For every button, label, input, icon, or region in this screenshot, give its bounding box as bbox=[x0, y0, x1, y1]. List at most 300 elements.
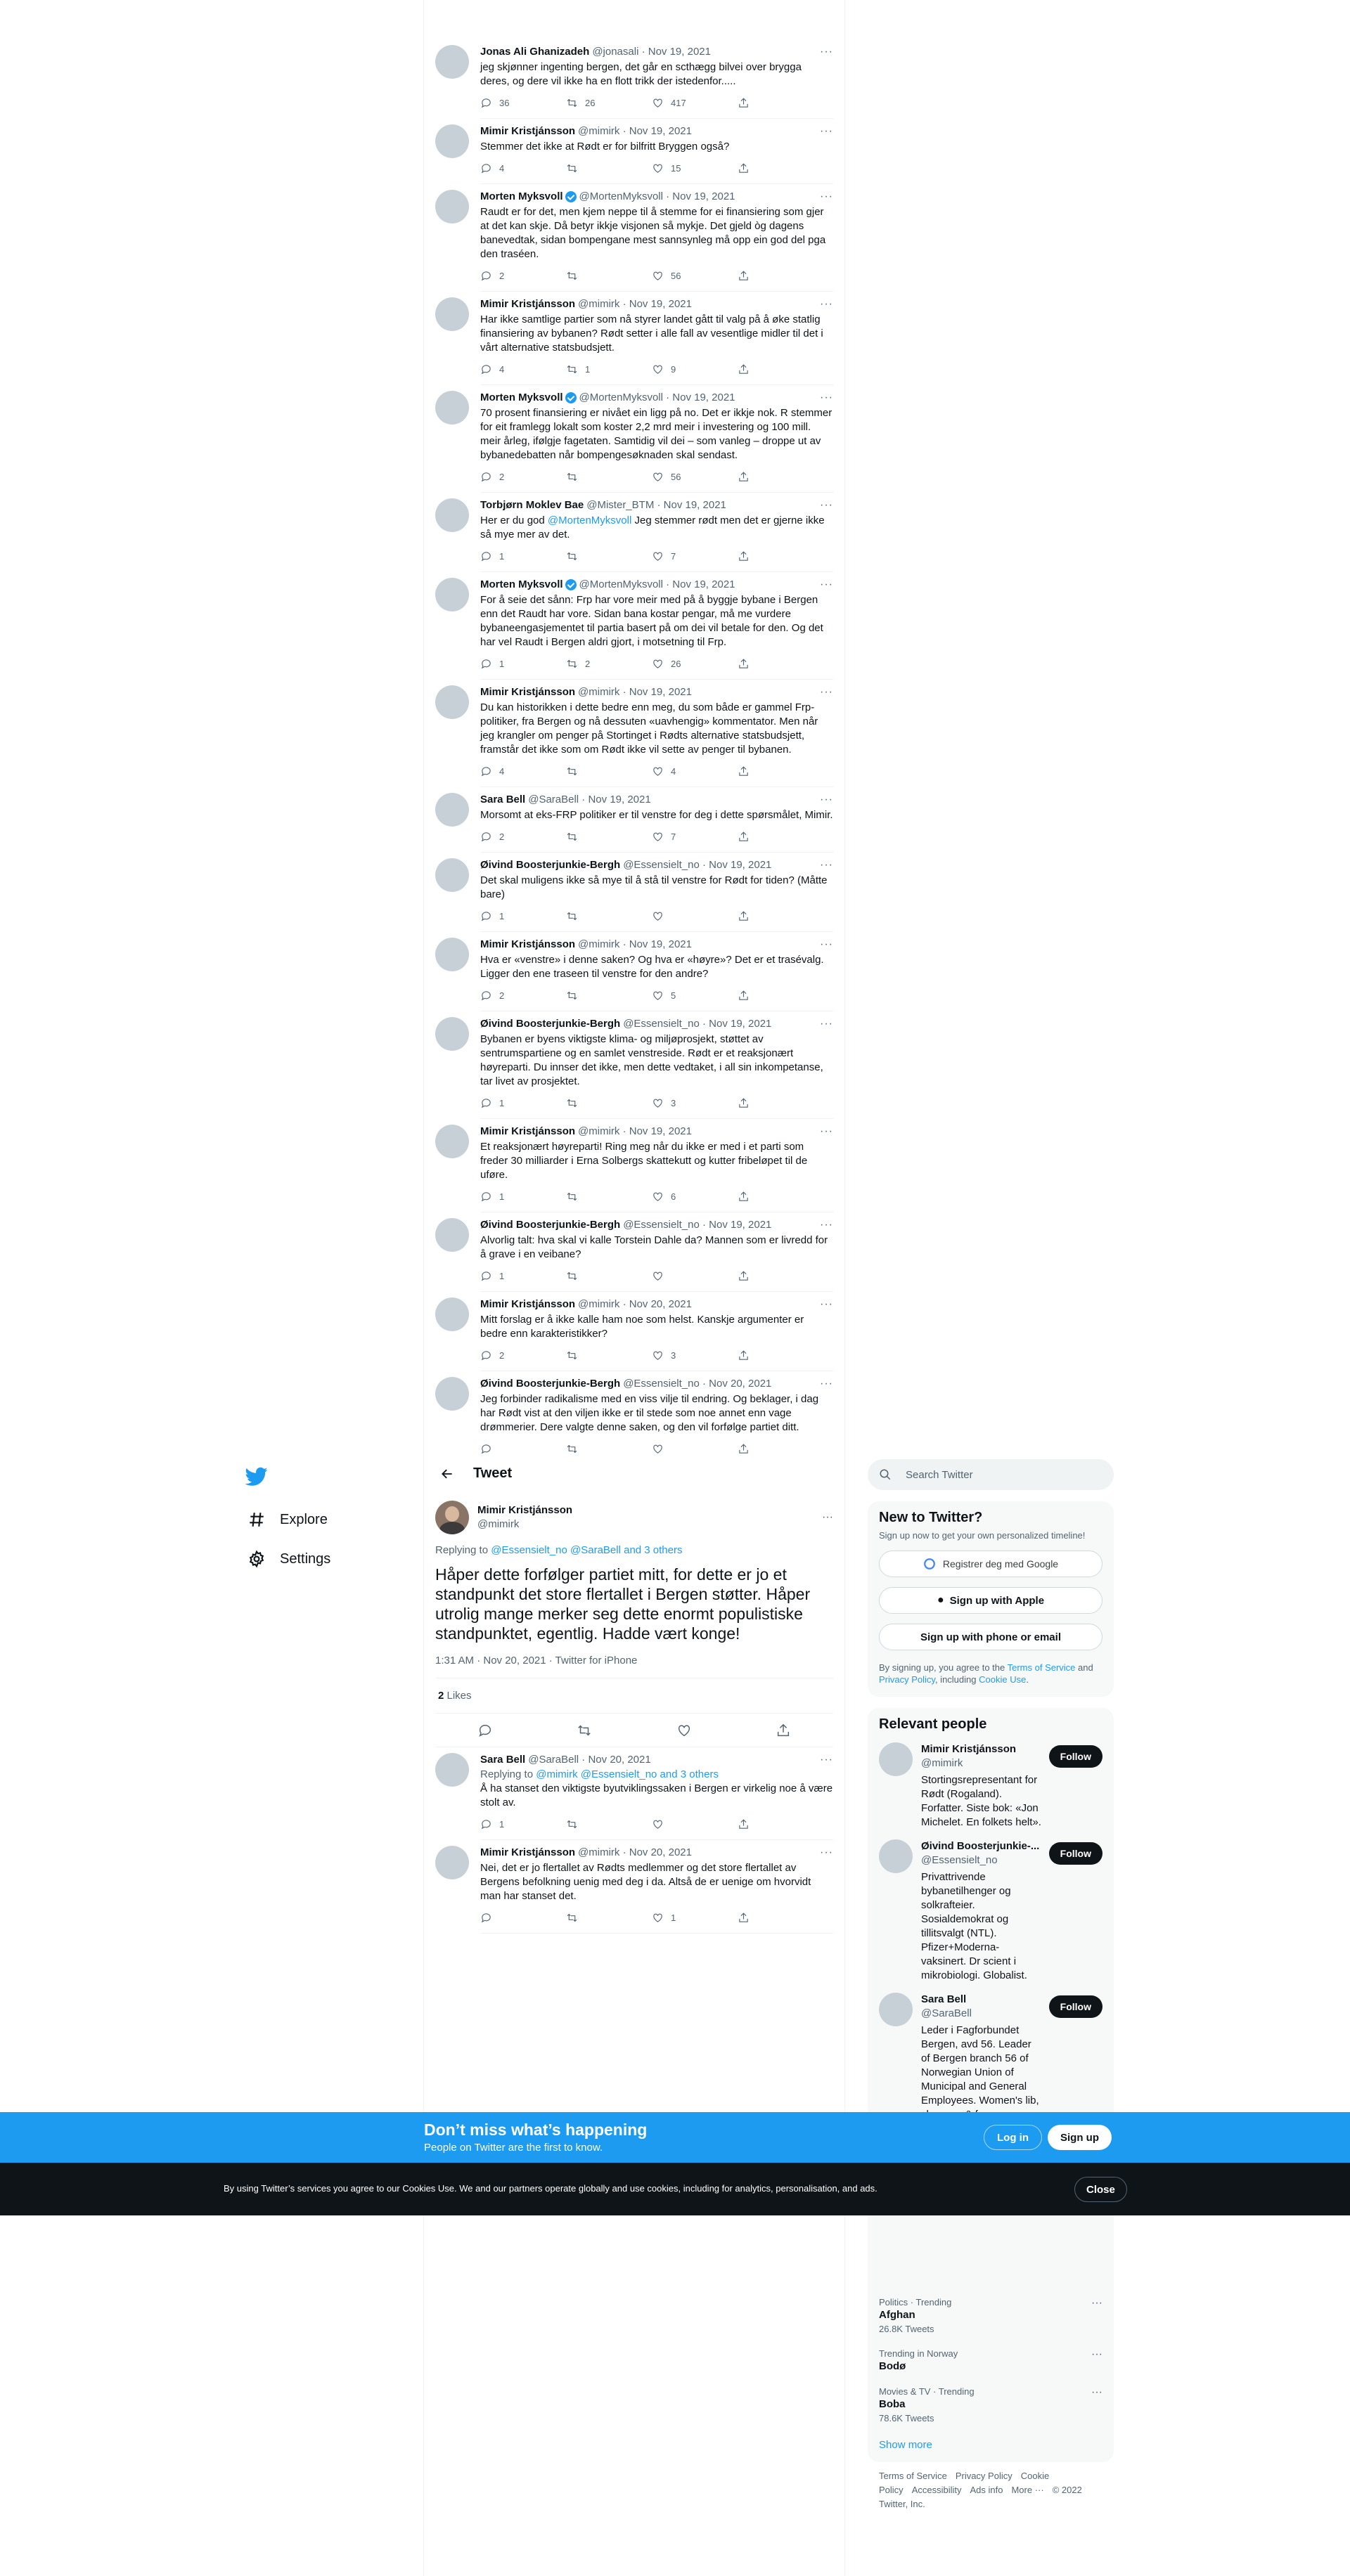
like-icon bbox=[652, 658, 664, 670]
footer-link[interactable]: Privacy Policy bbox=[955, 2471, 1012, 2481]
like-count: 15 bbox=[671, 162, 681, 174]
focused-tweet bbox=[424, 1492, 844, 1747]
like-button[interactable] bbox=[652, 990, 738, 1002]
author-meta: @mimirk · Nov 20, 2021 bbox=[578, 1298, 692, 1310]
retweet-icon bbox=[566, 1350, 578, 1361]
reply-button[interactable] bbox=[480, 658, 566, 670]
signup-title: New to Twitter? bbox=[879, 1510, 983, 1525]
reply-icon bbox=[480, 1097, 492, 1109]
author-name[interactable]: Morten Myksvoll bbox=[480, 190, 563, 202]
like-button[interactable] bbox=[652, 910, 738, 922]
share-icon bbox=[738, 1912, 750, 1924]
avatar[interactable] bbox=[435, 938, 469, 971]
cookie-close-button[interactable]: Close bbox=[1074, 2177, 1127, 2202]
avatar[interactable] bbox=[435, 1753, 469, 1787]
show-more-link[interactable]: Show more bbox=[879, 2439, 932, 2451]
relevant-title: Relevant people bbox=[879, 1716, 987, 1732]
author-meta: @MortenMyksvoll · Nov 19, 2021 bbox=[579, 578, 735, 590]
like-button[interactable] bbox=[652, 270, 738, 282]
reply-button[interactable] bbox=[480, 270, 566, 282]
footer-link[interactable]: Cookie Policy bbox=[879, 2471, 1050, 2495]
cookie-bar bbox=[0, 2163, 1350, 2215]
share-icon bbox=[738, 550, 750, 562]
share-icon bbox=[738, 1097, 750, 1109]
reply-count: 1 bbox=[499, 1270, 505, 1281]
share-button[interactable] bbox=[738, 658, 757, 670]
author-name[interactable]: Øivind Boosterjunkie-Bergh bbox=[480, 1378, 621, 1390]
retweet-button[interactable] bbox=[566, 363, 652, 375]
author-name[interactable]: Mimir Kristjánsson bbox=[480, 1846, 576, 1858]
retweet-button[interactable] bbox=[566, 765, 652, 777]
more-options-icon[interactable]: ··· bbox=[820, 391, 833, 403]
more-options-icon[interactable]: ··· bbox=[820, 190, 833, 202]
phone-signup-button[interactable] bbox=[879, 1624, 1102, 1650]
avatar[interactable] bbox=[435, 1017, 469, 1051]
list-item[interactable] bbox=[424, 1119, 844, 1212]
likes-label: Likes bbox=[444, 1690, 472, 1702]
share-icon bbox=[738, 1818, 750, 1830]
list-item[interactable] bbox=[424, 1011, 844, 1119]
share-button[interactable] bbox=[738, 97, 757, 109]
retweet-button[interactable] bbox=[566, 1191, 652, 1203]
tweet-text: Hva er «venstre» i denne saken? Og hva er «høyre»? Det er et trasévalg. Ligger den ene traseen til venstre for den andre? bbox=[480, 954, 824, 980]
author-meta: @mimirk · Nov 19, 2021 bbox=[578, 686, 692, 698]
trend-item[interactable] bbox=[879, 2341, 1102, 2379]
avatar[interactable] bbox=[879, 1839, 913, 1873]
share-button[interactable] bbox=[738, 1191, 757, 1203]
relevant-person[interactable] bbox=[879, 1742, 1102, 1830]
list-item[interactable] bbox=[424, 184, 844, 292]
share-button[interactable] bbox=[738, 1097, 757, 1109]
retweet-button[interactable] bbox=[566, 831, 652, 843]
reply-button[interactable] bbox=[480, 1350, 566, 1361]
author-name[interactable]: Mimir Kristjánsson bbox=[480, 298, 576, 310]
retweet-button[interactable] bbox=[566, 1818, 652, 1830]
more-options-icon[interactable]: ··· bbox=[1091, 2297, 1102, 2309]
avatar[interactable] bbox=[435, 1125, 469, 1158]
retweet-icon bbox=[566, 1912, 578, 1924]
retweet-icon bbox=[566, 658, 578, 670]
signup-button[interactable]: Sign up bbox=[1048, 2125, 1112, 2150]
share-button[interactable] bbox=[738, 1818, 757, 1830]
share-button[interactable] bbox=[738, 471, 757, 483]
reply-icon bbox=[480, 162, 492, 174]
more-options-icon[interactable]: ··· bbox=[820, 794, 833, 805]
retweet-button[interactable] bbox=[566, 658, 652, 670]
author-name[interactable]: Morten Myksvoll bbox=[480, 391, 563, 403]
share-icon bbox=[738, 1350, 750, 1361]
avatar[interactable] bbox=[435, 124, 469, 158]
person-bio: Leder i Fagforbundet Bergen, avd 56. Leader of Bergen branch 56 of Norwegian Union of Municipal and General Employees. Women's lib, bbox=[921, 2024, 1039, 2106]
like-button[interactable] bbox=[652, 1443, 738, 1455]
share-icon[interactable] bbox=[776, 1723, 791, 1738]
author-meta: @mimirk · Nov 19, 2021 bbox=[578, 298, 692, 310]
like-icon bbox=[652, 1191, 664, 1203]
author-name[interactable]: Mimir Kristjánsson bbox=[477, 1504, 573, 1516]
twitter-logo-icon[interactable] bbox=[239, 1459, 274, 1494]
avatar[interactable] bbox=[435, 1846, 469, 1879]
reply-count: 2 bbox=[499, 1350, 505, 1361]
list-item[interactable] bbox=[424, 932, 844, 1011]
reply-count: 1 bbox=[499, 1097, 505, 1108]
retweet-icon bbox=[566, 910, 578, 922]
more-options-icon[interactable]: ··· bbox=[820, 46, 833, 58]
reply-count: 1 bbox=[499, 658, 505, 669]
banner-title: Don’t miss what’s happening bbox=[424, 2121, 648, 2139]
trend-item[interactable] bbox=[879, 2290, 1102, 2341]
search-input[interactable] bbox=[868, 1459, 1114, 1490]
person-name[interactable]: Øivind Boosterjunkie-... bbox=[921, 1840, 1040, 1852]
like-button[interactable] bbox=[652, 550, 738, 562]
like-icon bbox=[652, 270, 664, 282]
tweet-text: Jeg forbinder radikalisme med en viss vilje til endring. Og beklager, i dag har Rødt vist at den viljen ikke er til stede som noe annet enn vage drømmerier. Dere valgte denne saken, og den vil forfølge partiet ditt. bbox=[480, 1393, 819, 1433]
reply-button[interactable] bbox=[480, 765, 566, 777]
author-meta: @mimirk · Nov 19, 2021 bbox=[578, 1125, 692, 1137]
nav-settings[interactable] bbox=[239, 1539, 415, 1579]
trend-meta: Movies & TV · Trending bbox=[879, 2386, 975, 2397]
like-button[interactable] bbox=[652, 765, 738, 777]
reply-button[interactable] bbox=[480, 1097, 566, 1109]
avatar[interactable] bbox=[435, 45, 469, 79]
retweet-icon bbox=[566, 97, 578, 109]
follow-button[interactable]: Follow bbox=[1049, 1745, 1102, 1768]
more-options-icon[interactable]: ··· bbox=[1091, 2386, 1102, 2398]
reply-button[interactable] bbox=[480, 363, 566, 375]
like-button[interactable] bbox=[652, 1097, 738, 1109]
share-button[interactable] bbox=[738, 910, 757, 922]
tweet-actions bbox=[435, 1714, 833, 1747]
tweet-text: For å seie det sånn: Frp har vore meir med på å byggje bybane i Bergen enn det Raudt har vore. Sidan bana kostar pengar, må me vurdere bybaneengasjementet til partia basert på om dei vil betale for den. Og det har vel Raudt i Bergen aldri gjort, i motsetning til Frp. bbox=[480, 594, 823, 648]
author-meta: @Mister_BTM · Nov 19, 2021 bbox=[586, 499, 726, 511]
list-item[interactable] bbox=[424, 572, 844, 680]
author-meta: @jonasali · Nov 19, 2021 bbox=[592, 46, 711, 58]
share-button[interactable] bbox=[738, 765, 757, 777]
reply-icon bbox=[480, 831, 492, 843]
avatar[interactable] bbox=[435, 685, 469, 719]
author-name[interactable]: Sara Bell bbox=[480, 794, 526, 805]
retweet-button[interactable] bbox=[566, 1097, 652, 1109]
more-options-icon[interactable]: ··· bbox=[820, 859, 833, 871]
more-options-icon[interactable]: ··· bbox=[820, 1298, 833, 1310]
trend-meta: Trending in Norway bbox=[879, 2348, 958, 2359]
person-name[interactable]: Sara Bell bbox=[921, 1993, 967, 2005]
reply-button[interactable] bbox=[480, 1191, 566, 1203]
avatar[interactable] bbox=[435, 297, 469, 331]
author-handle[interactable]: @mimirk bbox=[477, 1518, 520, 1530]
footer-link[interactable]: Terms of Service bbox=[879, 2471, 947, 2481]
avatar[interactable] bbox=[435, 190, 469, 224]
like-button[interactable] bbox=[652, 363, 738, 375]
retweet-button[interactable] bbox=[566, 1912, 652, 1924]
like-button[interactable] bbox=[652, 658, 738, 670]
share-button[interactable] bbox=[738, 162, 757, 174]
replying-to-link[interactable]: @Essensielt_no @SaraBell and 3 others bbox=[491, 1544, 683, 1556]
reply-button[interactable] bbox=[480, 1818, 566, 1830]
share-button[interactable] bbox=[738, 363, 757, 375]
like-count: 417 bbox=[671, 97, 686, 108]
like-button[interactable] bbox=[652, 97, 738, 109]
retweet-count: 26 bbox=[585, 97, 596, 108]
author-name[interactable]: Øivind Boosterjunkie-Bergh bbox=[480, 1018, 621, 1030]
avatar[interactable] bbox=[435, 498, 469, 532]
list-item[interactable] bbox=[424, 1292, 844, 1371]
reply-icon bbox=[480, 363, 492, 375]
avatar[interactable] bbox=[435, 391, 469, 425]
reply-icon[interactable] bbox=[477, 1723, 493, 1738]
like-icon bbox=[652, 910, 664, 922]
avatar[interactable] bbox=[435, 1377, 469, 1411]
reply-count: 36 bbox=[499, 97, 510, 108]
more-options-icon[interactable]: ··· bbox=[820, 298, 833, 310]
share-button[interactable] bbox=[738, 550, 757, 562]
reply-icon bbox=[480, 910, 492, 922]
trend-name: Boba bbox=[879, 2398, 906, 2410]
share-icon bbox=[738, 270, 750, 282]
share-icon bbox=[738, 658, 750, 670]
list-item[interactable] bbox=[424, 1840, 844, 1934]
gear-icon bbox=[248, 1550, 266, 1568]
avatar[interactable] bbox=[435, 1501, 469, 1534]
reply-count: 2 bbox=[499, 990, 505, 1001]
more-options-icon[interactable]: ··· bbox=[820, 578, 833, 590]
like-icon bbox=[652, 1912, 664, 1924]
more-options-icon[interactable]: ··· bbox=[820, 1219, 833, 1231]
more-options-icon[interactable]: ··· bbox=[820, 1125, 833, 1137]
more-options-icon[interactable]: ··· bbox=[820, 1846, 833, 1858]
list-item[interactable] bbox=[424, 119, 844, 184]
reply-count: 2 bbox=[499, 471, 505, 482]
login-button[interactable]: Log in bbox=[984, 2125, 1042, 2150]
share-button[interactable] bbox=[738, 990, 757, 1002]
reply-icon bbox=[480, 658, 492, 670]
like-button[interactable] bbox=[652, 1270, 738, 1282]
list-item[interactable] bbox=[424, 787, 844, 853]
avatar[interactable] bbox=[435, 1297, 469, 1331]
tweet-text: Morsomt at eks-FRP politiker er til venstre for deg i dette spørsmålet, Mimir. bbox=[480, 809, 833, 821]
share-button[interactable] bbox=[738, 1350, 757, 1361]
google-signup-button[interactable] bbox=[879, 1551, 1102, 1577]
author-name[interactable]: Torbjørn Moklev Bae bbox=[480, 499, 584, 511]
author-name[interactable]: Mimir Kristjánsson bbox=[480, 1298, 576, 1310]
author-name[interactable]: Mimir Kristjánsson bbox=[480, 686, 576, 698]
retweet-button[interactable] bbox=[566, 1350, 652, 1361]
reply-button[interactable] bbox=[480, 990, 566, 1002]
reply-button[interactable] bbox=[480, 1270, 566, 1282]
author-meta: @MortenMyksvoll · Nov 19, 2021 bbox=[579, 190, 735, 202]
like-count: 3 bbox=[671, 1097, 676, 1108]
retweet-icon bbox=[566, 1443, 578, 1455]
like-count: 56 bbox=[671, 471, 681, 482]
reply-button[interactable] bbox=[480, 471, 566, 483]
retweet-icon bbox=[566, 990, 578, 1002]
reply-button[interactable] bbox=[480, 1443, 566, 1455]
share-icon bbox=[738, 990, 750, 1002]
avatar[interactable] bbox=[435, 793, 469, 827]
avatar[interactable] bbox=[435, 578, 469, 611]
like-icon[interactable] bbox=[676, 1723, 692, 1738]
share-button[interactable] bbox=[738, 831, 757, 843]
google-icon bbox=[923, 1558, 936, 1570]
retweet-icon[interactable] bbox=[577, 1723, 592, 1738]
author-meta: @Essensielt_no · Nov 19, 2021 bbox=[623, 1018, 772, 1030]
reply-button[interactable] bbox=[480, 1912, 566, 1924]
footer-link[interactable]: Accessibility bbox=[911, 2485, 962, 2495]
more-options-icon[interactable]: ··· bbox=[820, 938, 833, 950]
retweet-icon bbox=[566, 1818, 578, 1830]
author-meta: @mimirk · Nov 19, 2021 bbox=[578, 938, 692, 950]
relevant-person[interactable] bbox=[879, 1839, 1102, 1983]
list-item[interactable] bbox=[424, 1212, 844, 1292]
reply-icon bbox=[480, 270, 492, 282]
reply-button[interactable] bbox=[480, 550, 566, 562]
apple-icon: ● bbox=[937, 1594, 944, 1606]
trend-item[interactable] bbox=[879, 2379, 1102, 2431]
like-icon bbox=[652, 1270, 664, 1282]
retweet-icon bbox=[566, 363, 578, 375]
tweet-text: Mitt forslag er å ikke kalle ham noe som helst. Kanskje argumenter er bedre enn karakteristikker? bbox=[480, 1314, 804, 1340]
hashtag-icon bbox=[248, 1510, 266, 1529]
author-name[interactable]: Morten Myksvoll bbox=[480, 578, 563, 590]
retweet-button[interactable] bbox=[566, 97, 652, 109]
reply-count: 1 bbox=[499, 910, 505, 921]
main-tweet-column bbox=[424, 1455, 844, 1934]
trend-name: Afghan bbox=[879, 2309, 915, 2321]
more-options-icon[interactable]: ··· bbox=[820, 499, 833, 511]
follow-button[interactable]: Follow bbox=[1049, 1995, 1102, 2018]
author-meta: @MortenMyksvoll · Nov 19, 2021 bbox=[579, 391, 735, 403]
reply-icon bbox=[480, 1191, 492, 1203]
retweet-button[interactable] bbox=[566, 270, 652, 282]
list-item[interactable] bbox=[424, 385, 844, 493]
list-item[interactable] bbox=[424, 39, 844, 119]
author-name[interactable]: Øivind Boosterjunkie-Bergh bbox=[480, 859, 621, 871]
share-button[interactable] bbox=[738, 270, 757, 282]
reply-icon bbox=[480, 990, 492, 1002]
like-button[interactable] bbox=[652, 831, 738, 843]
retweet-button[interactable] bbox=[566, 1270, 652, 1282]
reply-icon bbox=[480, 765, 492, 777]
footer-link[interactable]: © 2022 Twitter, Inc. bbox=[879, 2485, 1082, 2509]
header-title: Tweet bbox=[473, 1465, 513, 1481]
more-options-icon[interactable]: ··· bbox=[1091, 2348, 1102, 2360]
share-button[interactable] bbox=[738, 1443, 757, 1455]
retweet-button[interactable] bbox=[566, 471, 652, 483]
tweet-text: jeg skjønner ingenting bergen, det går en scthægg bilvei over brygga deres, og dere vil ikke ha en flott trikk der istedenfor..... bbox=[480, 61, 802, 87]
tweet-text: Håper dette forfølger partiet mitt, for dette er jo et standpunkt det store flertallet i Bergen støtter. Håper utrolig mange merker seg dette enormt populistiske standpunktet, egentlig. Hadde vært konge! bbox=[435, 1565, 811, 1643]
terms-link[interactable]: Terms of Service bbox=[1007, 1662, 1076, 1673]
nav-explore[interactable] bbox=[239, 1500, 415, 1539]
share-icon bbox=[738, 162, 750, 174]
author-name[interactable]: Mimir Kristjánsson bbox=[480, 1125, 576, 1137]
like-button[interactable] bbox=[652, 1350, 738, 1361]
replying-to bbox=[435, 1544, 833, 1556]
reply-button[interactable] bbox=[480, 162, 566, 174]
like-icon bbox=[652, 765, 664, 777]
tweet-author bbox=[435, 1501, 833, 1534]
retweet-button[interactable] bbox=[566, 910, 652, 922]
author-name[interactable]: Øivind Boosterjunkie-Bergh bbox=[480, 1219, 621, 1231]
back-arrow-icon[interactable] bbox=[435, 1462, 459, 1486]
list-item[interactable] bbox=[424, 493, 844, 572]
reply-count: 4 bbox=[499, 765, 505, 777]
author-name[interactable]: Jonas Ali Ghanizadeh bbox=[480, 46, 590, 58]
verified-badge-icon bbox=[565, 579, 577, 590]
trend-name: Bodø bbox=[879, 2360, 906, 2372]
author-name[interactable]: Mimir Kristjánsson bbox=[480, 938, 576, 950]
reply-count: 4 bbox=[499, 363, 505, 375]
list-item[interactable] bbox=[424, 1371, 844, 1465]
like-icon bbox=[652, 1443, 664, 1455]
list-item[interactable] bbox=[424, 292, 844, 385]
tweet-header bbox=[424, 1455, 844, 1492]
more-options-icon[interactable]: ··· bbox=[820, 1018, 833, 1030]
author-name[interactable]: Mimir Kristjánsson bbox=[480, 125, 576, 137]
cookie-use-link[interactable]: Cookie Use bbox=[979, 1674, 1027, 1685]
retweet-button[interactable] bbox=[566, 162, 652, 174]
reply-button[interactable] bbox=[480, 97, 566, 109]
privacy-link[interactable]: Privacy Policy bbox=[879, 1674, 935, 1685]
like-button[interactable] bbox=[652, 471, 738, 483]
follow-button[interactable]: Follow bbox=[1049, 1842, 1102, 1865]
like-count: 1 bbox=[671, 1912, 676, 1923]
share-button[interactable] bbox=[738, 1912, 757, 1924]
likes-summary[interactable] bbox=[435, 1678, 833, 1714]
author-meta: @SaraBell · Nov 19, 2021 bbox=[528, 794, 651, 805]
signup-subtitle: Sign up now to get your own personalized timeline! bbox=[879, 1530, 1086, 1541]
more-options-icon[interactable]: ··· bbox=[820, 1378, 833, 1390]
more-options-icon[interactable]: ··· bbox=[822, 1511, 833, 1523]
reply-button[interactable] bbox=[480, 831, 566, 843]
retweet-button[interactable] bbox=[566, 990, 652, 1002]
list-item[interactable]: Sara Bell @SaraBell · Nov 20, 2021 ··· Replying to @mimirk @Essensielt_no and 3 others Å ha stanset den viktigste byutviklingssaken i Bergen er virkelig noe å være stolt av. 1 bbox=[424, 1747, 844, 1840]
person-name[interactable]: Mimir Kristjánsson bbox=[921, 1743, 1017, 1755]
replying-to-link[interactable]: @mimirk @Essensielt_no and 3 others bbox=[536, 1768, 719, 1780]
tweet-timestamp[interactable]: 1:31 AM · Nov 20, 2021 · Twitter for iPhone bbox=[435, 1655, 833, 1678]
list-item[interactable] bbox=[424, 680, 844, 787]
reply-icon bbox=[480, 1912, 492, 1924]
avatar[interactable] bbox=[435, 1218, 469, 1252]
person-handle: @mimirk bbox=[921, 1757, 963, 1769]
avatar[interactable] bbox=[879, 1993, 913, 2026]
mention-link[interactable]: @MortenMyksvoll bbox=[547, 514, 632, 526]
more-options-icon[interactable]: ··· bbox=[820, 686, 833, 698]
share-button[interactable] bbox=[738, 1270, 757, 1282]
retweet-count: 1 bbox=[585, 363, 591, 375]
reply-count: 1 bbox=[499, 550, 505, 562]
like-button[interactable] bbox=[652, 1191, 738, 1203]
footer-links bbox=[868, 2462, 1114, 2518]
author-meta: @Essensielt_no · Nov 19, 2021 bbox=[623, 859, 772, 871]
list-item[interactable] bbox=[424, 853, 844, 932]
avatar[interactable] bbox=[879, 1742, 913, 1776]
left-navigation bbox=[239, 1459, 415, 1579]
more-options-icon[interactable]: ··· bbox=[820, 125, 833, 137]
retweet-button[interactable] bbox=[566, 550, 652, 562]
apple-signup-button[interactable] bbox=[879, 1587, 1102, 1614]
like-button[interactable] bbox=[652, 1912, 738, 1924]
footer-link[interactable]: More ··· bbox=[1011, 2485, 1044, 2495]
author-name[interactable]: Sara Bell bbox=[480, 1754, 526, 1766]
reply-button[interactable] bbox=[480, 910, 566, 922]
like-button[interactable] bbox=[652, 162, 738, 174]
like-button[interactable] bbox=[652, 1818, 738, 1830]
avatar[interactable] bbox=[435, 858, 469, 892]
more-options-icon[interactable]: ··· bbox=[820, 1754, 833, 1766]
like-count: 3 bbox=[671, 1350, 676, 1361]
footer-link[interactable]: Ads info bbox=[970, 2485, 1003, 2495]
retweet-button[interactable] bbox=[566, 1443, 652, 1455]
reply-icon bbox=[480, 97, 492, 109]
